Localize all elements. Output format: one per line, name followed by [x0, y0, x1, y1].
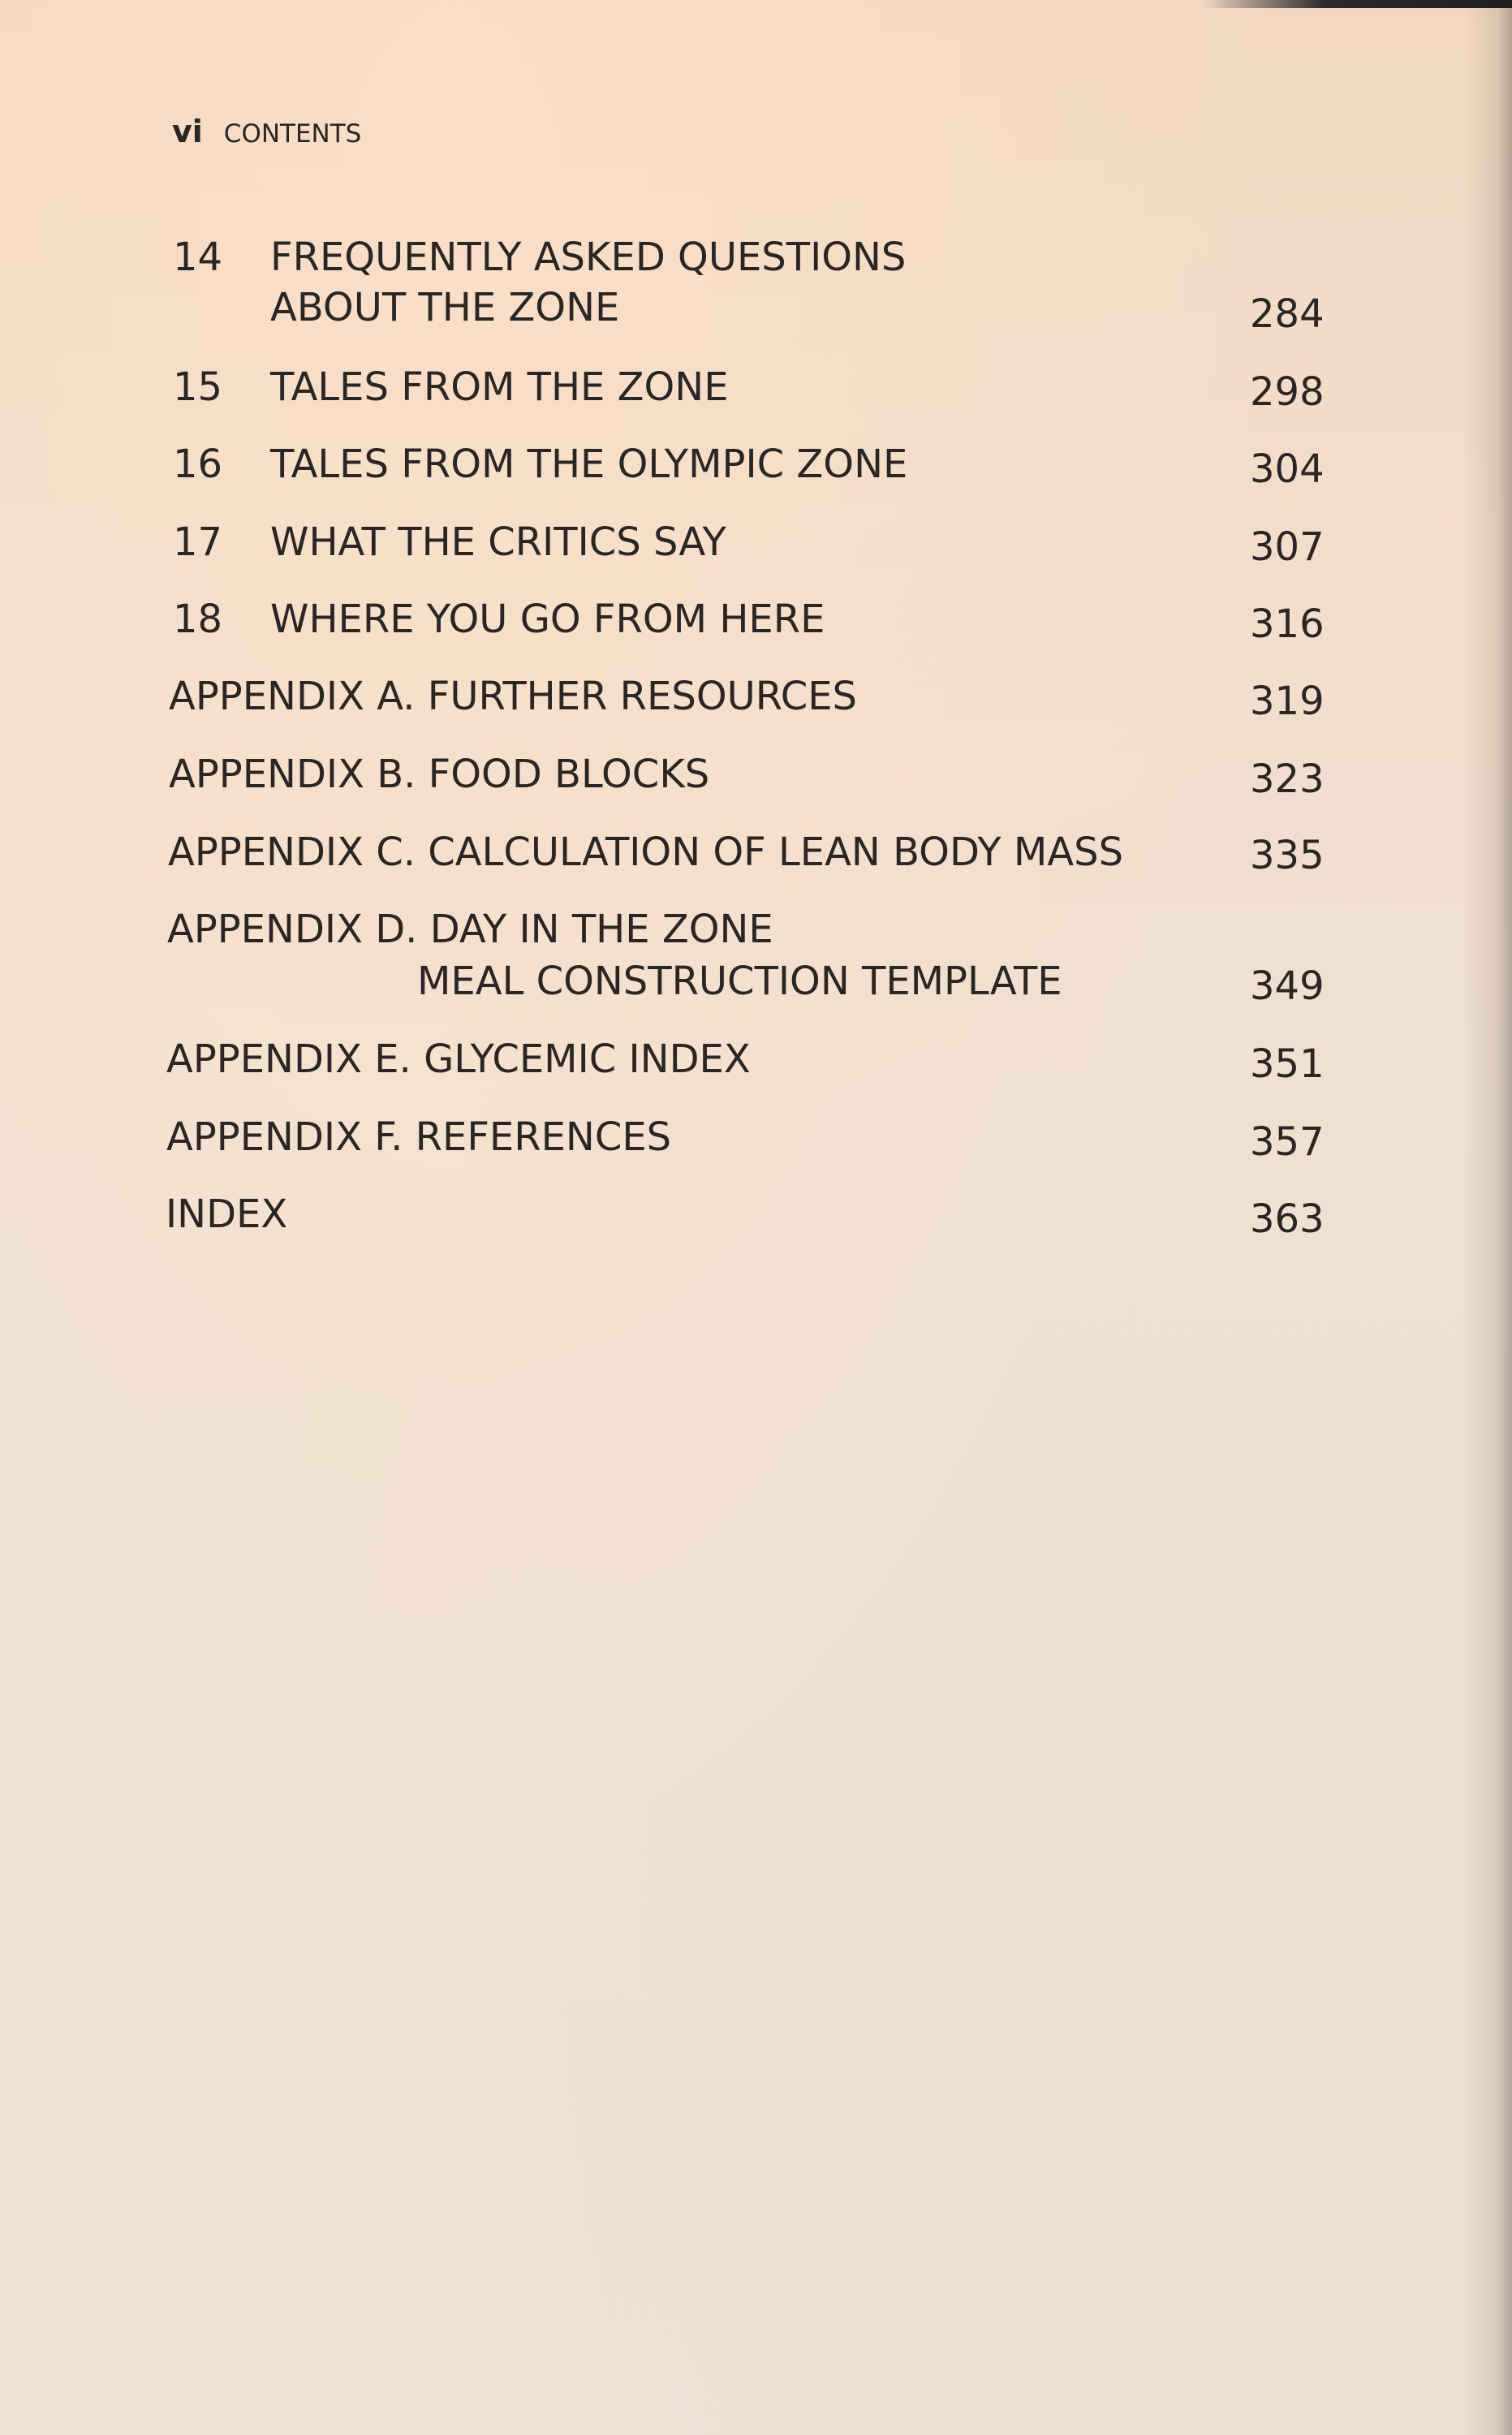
- entry-page-number: 298: [1250, 369, 1325, 415]
- entry-title: APPENDIX C. CALCULATION OF LEAN BODY MASS: [168, 830, 1124, 875]
- page-top-edge: [1201, 0, 1512, 8]
- entry-title: APPENDIX D. DAY IN THE ZONE: [167, 907, 773, 952]
- entry-page-number: 319: [1250, 679, 1325, 724]
- chapter-number: 16: [173, 442, 223, 487]
- entry-title-line2: MEAL CONSTRUCTION TEMPLATE: [417, 959, 1062, 1004]
- page-gutter-shadow: [1463, 0, 1512, 2435]
- entry-page-number: 307: [1250, 524, 1325, 570]
- page-folio: vi: [172, 114, 203, 149]
- entry-title: WHAT THE CRITICS SAY: [270, 519, 726, 565]
- entry-title: FREQUENTLY ASKED QUESTIONS: [270, 235, 907, 280]
- entry-title-line2: ABOUT THE ZONE: [270, 285, 620, 330]
- chapter-number: 14: [173, 235, 223, 280]
- entry-page-number: 304: [1250, 446, 1325, 492]
- entry-page-number: 349: [1250, 963, 1325, 1009]
- entry-page-number: 335: [1250, 833, 1325, 878]
- entry-page-number: 323: [1250, 756, 1325, 802]
- entry-page-number: 363: [1250, 1196, 1325, 1242]
- entry-page-number: 351: [1250, 1041, 1325, 1087]
- entry-title: APPENDIX B. FOOD BLOCKS: [169, 752, 710, 797]
- entry-title: APPENDIX F. REFERENCES: [166, 1114, 672, 1160]
- entry-title: WHERE YOU GO FROM HERE: [270, 597, 825, 642]
- chapter-number: 15: [173, 364, 223, 410]
- chapter-number: 17: [173, 519, 223, 565]
- running-head-title: CONTENTS: [223, 119, 362, 149]
- running-head: [172, 114, 361, 154]
- entry-title: APPENDIX E. GLYCEMIC INDEX: [166, 1036, 751, 1082]
- entry-page-number: 357: [1250, 1119, 1325, 1165]
- entry-title: TALES FROM THE ZONE: [270, 364, 729, 410]
- entry-title: TALES FROM THE OLYMPIC ZONE: [270, 442, 908, 487]
- chapter-number: 18: [173, 597, 223, 642]
- entry-title: INDEX: [166, 1192, 288, 1237]
- entry-page-number: 316: [1250, 601, 1325, 647]
- entry-title: APPENDIX A. FURTHER RESOURCES: [169, 674, 858, 719]
- entry-page-number: 284: [1250, 291, 1325, 337]
